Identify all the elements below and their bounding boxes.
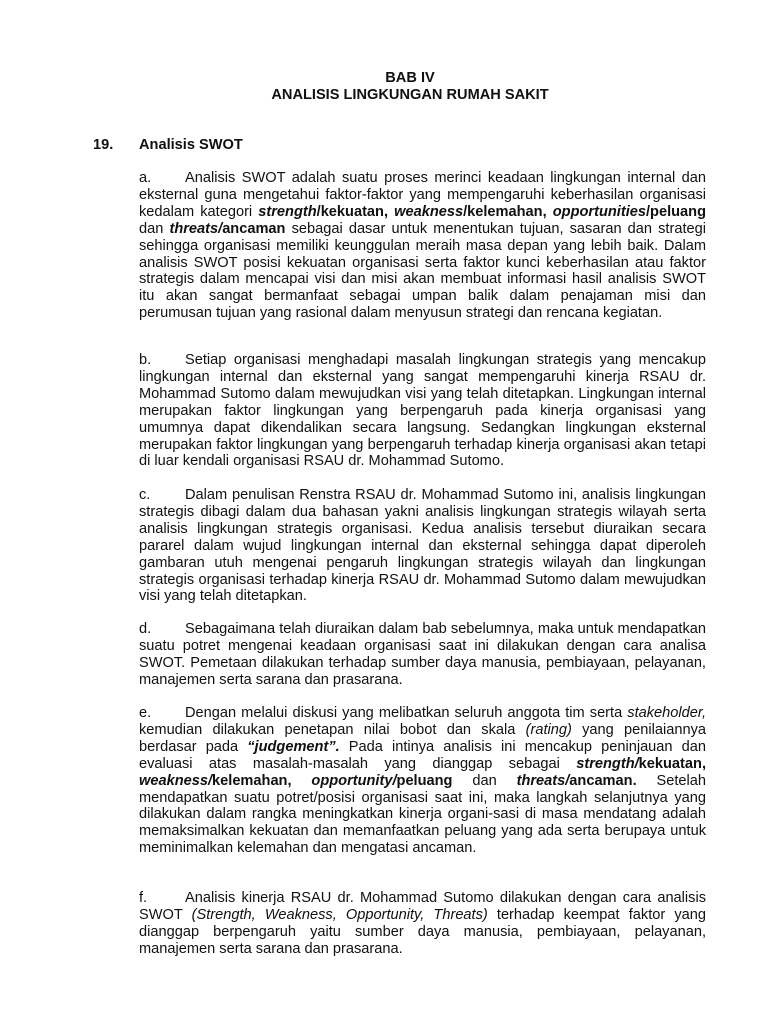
paragraph-c — [139, 487, 706, 605]
paragraph-e — [139, 705, 706, 857]
paragraph-text: Dalam penulisan Renstra RSAU dr. Mohammad Sutomo ini, analisis lingkungan strategis dibagi dalam dua bahasan yakni analisis lingkungan strategis wilayah serta analisis lingkungan strategis organisasi. Kedua analisis tersebut diuraikan secara pararel dalam wujud lingkungan internal dan eksternal sehingga dapat diperoleh gambaran utuh mengenai pengaruh lingkungan strategis wilayah dan lingkungan strategis organisasi terhadap kinerja RSAU dr. Mohammad Sutomo dalam mewujudkan visi yang telah ditetapkan. — [139, 487, 706, 605]
paragraph-text: sebagai dasar untuk menentukan tujuan, sasaran dan strategi sehingga organisasi memiliki keunggulan meraih masa depan yang lebih baik. Dalam analisis SWOT posisi kekuatan organisasi serta faktor kunci keberhasilan atau faktor strategis dalam mencapai visi dan misi akan membuat informasi hasil analisis SWOT itu akan sangat bermanfaat sebagai umpan balik dalam penajaman misi dan perumusan tujuan yang rasional dalam menyusun strategi dan rencana kegiatan. — [139, 220, 706, 322]
paragraph-label: f. — [139, 890, 148, 906]
paragraph-text: opportunities — [552, 203, 646, 220]
paragraph-text: (Strength, Weakness, Opportunity, Threats) — [191, 906, 488, 923]
paragraph-text: /peluang — [645, 203, 706, 220]
chapter-label: BAB IV — [385, 70, 435, 86]
paragraph-text: dan — [452, 772, 517, 789]
paragraph-text: ancaman — [222, 220, 286, 237]
paragraph-text: Setelah mendapatkan suatu potret/posisi organisasi saat ini, maka langkah selanjutnya yang dilakukan dalam rangka meningkatkan kinerja organi-sasi di masa mendatang adalah memaksimalkan kekuatan dan memanfaatkan peluang yang ada serta berupaya untuk meminimalkan kelemahan dan mengatasi ancaman. — [139, 772, 706, 857]
paragraph-label: a. — [139, 170, 152, 186]
section-title: Analisis SWOT — [139, 137, 243, 153]
paragraph-label: e. — [139, 705, 152, 721]
paragraph-text: yang penilaiannya berdasar pada — [139, 721, 706, 755]
section-number: 19. — [93, 137, 114, 153]
paragraph-b — [139, 352, 706, 470]
paragraph-text: Analisis SWOT adalah suatu proses merinci keadaan lingkungan internal dan eksternal guna mengetahui faktor-faktor yang mempengaruhi keberhasilan organisasi kedalam kategori — [139, 170, 706, 220]
paragraph-text: peluang — [396, 772, 453, 789]
paragraph-text: Analisis kinerja RSAU dr. Mohammad Sutomo dilakukan dengan cara analisis SWOT — [139, 890, 706, 923]
paragraph-text: /kekuatan, — [316, 203, 389, 220]
paragraph-text: threats/ — [169, 220, 223, 237]
paragraph-text: ancaman. — [569, 772, 637, 789]
paragraph-label: b. — [139, 352, 152, 368]
paragraph-text: Dengan melalui diskusi yang melibatkan seluruh anggota tim serta — [185, 705, 628, 721]
paragraph-text: weakness — [394, 203, 464, 220]
paragraph-text: kekuatan, — [638, 755, 706, 772]
paragraph-text: kemudian dilakukan penetapan nilai bobot dan skala — [139, 721, 526, 738]
paragraph-text: strength/ — [576, 755, 639, 772]
paragraph-text: (rating) — [525, 721, 572, 738]
paragraph-label: d. — [139, 621, 152, 637]
paragraph-text: Setiap organisasi menghadapi masalah lingkungan strategis yang mencakup lingkungan internal dan eksternal yang sangat mempengaruhi kinerja RSAU dr. Mohammad Sutomo dalam mewujudkan visi yang telah ditetapkan. Lingkungan internal merupakan faktor lingkungan yang berpengaruh pada kinerja organisasi yang umumnya dapat dikendalikan secara langsung. Sedangkan lingkungan eksternal merupakan faktor lingkungan yang berpengaruh terhadap kinerja organisasi akan tetapi di luar kendali organisasi RSAU dr. Mohammad Sutomo. — [139, 352, 706, 470]
paragraph-text: threats/ — [516, 772, 570, 789]
paragraph-text: Sebagaimana telah diuraikan dalam bab sebelumnya, maka untuk mendapatkan suatu potret mengenai keadaan organisasi saat ini dilakukan dengan cara analisa SWOT. Pemetaan dilakukan terhadap sumber daya manusia, pembiayaan, pelayanan, manajemen serta sarana dan prasarana. — [139, 621, 706, 688]
paragraph-d — [139, 621, 706, 689]
paragraph-text: terhadap keempat faktor yang dianggap berpengaruh yaitu sumber daya manusia, pembiayaan, pelayanan, manajemen serta sarana dan prasarana. — [139, 906, 706, 957]
chapter-title: ANALISIS LINGKUNGAN RUMAH SAKIT — [271, 87, 549, 103]
paragraph-text: strength — [258, 203, 317, 220]
paragraph-a — [139, 170, 706, 322]
paragraph-label: c. — [139, 487, 151, 503]
paragraph-f — [139, 890, 706, 958]
paragraph-text: dan — [139, 220, 170, 237]
paragraph-text: weakness/ — [139, 772, 213, 789]
paragraph-text: stakeholder, — [627, 705, 706, 721]
paragraph-text: opportunity/ — [311, 772, 397, 789]
paragraph-text — [292, 773, 312, 789]
paragraph-text: Pada intinya analisis ini mencakup peninjauan dan evaluasi atas masalah-masalah yang dianggap sebagai — [139, 738, 706, 772]
paragraph-text: “judgement”. — [247, 738, 340, 755]
paragraph-text: kelemahan, — [212, 772, 292, 789]
paragraph-text: /kelemahan, — [463, 203, 547, 220]
